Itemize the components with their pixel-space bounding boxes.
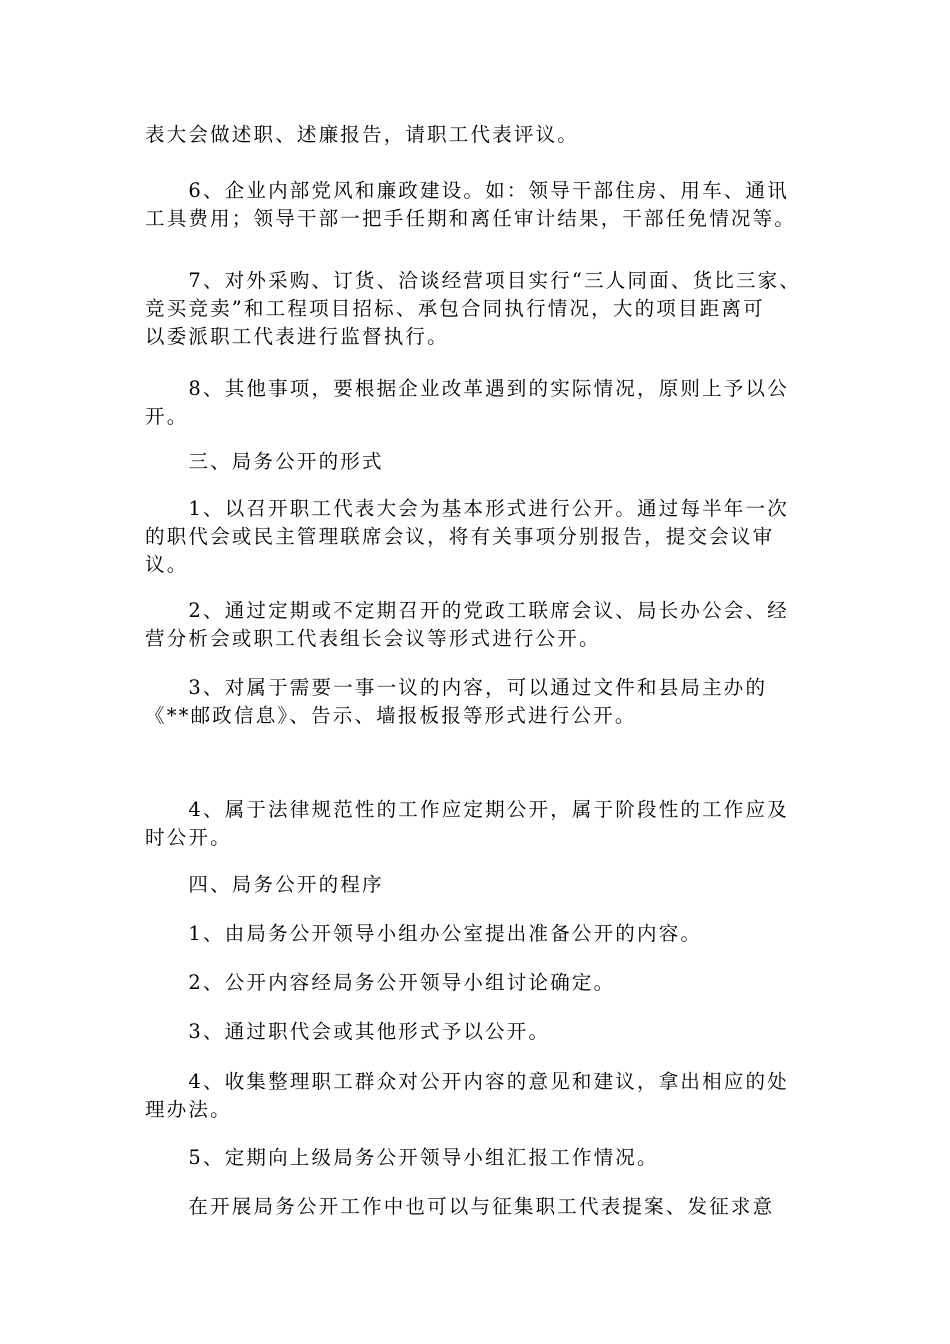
paragraph-item-8-other-matters bbox=[145, 375, 815, 431]
paragraph-item-7-procurement bbox=[145, 267, 815, 351]
text-line: 5、定期向上级局务公开领导小组汇报工作情况。 bbox=[145, 1146, 659, 1169]
paragraph-procedure-2 bbox=[145, 969, 815, 997]
paragraph-form-4-timing bbox=[145, 796, 815, 852]
text-line: 6、企业内部党风和廉政建设。如：领导干部住房、用车、通讯 bbox=[145, 179, 789, 202]
paragraph-form-1-congress bbox=[145, 495, 815, 579]
text-line: 以委派职工代表进行监督执行。 bbox=[145, 325, 449, 348]
text-line: 1、以召开职工代表大会为基本形式进行公开。通过每半年一次 bbox=[145, 497, 789, 520]
paragraph-form-2-meetings bbox=[145, 597, 815, 653]
paragraph-procedure-4 bbox=[145, 1068, 815, 1124]
text-line: 时公开。 bbox=[145, 826, 232, 849]
paragraph-item-6-party-conduct bbox=[145, 177, 815, 233]
paragraph-procedure-3 bbox=[145, 1018, 815, 1046]
paragraph-report-evaluation bbox=[145, 121, 815, 149]
section-heading-procedure bbox=[145, 871, 815, 899]
text-line: 理办法。 bbox=[145, 1098, 232, 1121]
section-heading-forms bbox=[145, 448, 815, 476]
text-line: 营分析会或职工代表组长会议等形式进行公开。 bbox=[145, 627, 601, 650]
paragraph-closing bbox=[145, 1193, 815, 1221]
text-line: 表大会做述职、述廉报告，请职工代表评议。 bbox=[145, 123, 580, 146]
text-line: 工具费用；领导干部一把手任期和离任审计结果，干部任免情况等。 bbox=[145, 207, 797, 230]
text-line: 7、对外采购、订货、洽谈经营项目实行“三人同面、货比三家、 bbox=[145, 269, 802, 292]
text-line: 《**邮政信息》、告示、墙报板报等形式进行公开。 bbox=[145, 704, 637, 727]
text-line: 的职代会或民主管理联席会议，将有关事项分别报告，提交会议审 bbox=[145, 525, 775, 548]
text-line: 3、通过职代会或其他形式予以公开。 bbox=[145, 1020, 551, 1043]
text-line: 4、属于法律规范性的工作应定期公开，属于阶段性的工作应及 bbox=[145, 798, 789, 821]
text-line: 在开展局务公开工作中也可以与征集职工代表提案、发征求意 bbox=[145, 1195, 775, 1218]
text-line: 3、对属于需要一事一议的内容，可以通过文件和县局主办的 bbox=[145, 676, 768, 699]
text-line: 1、由局务公开领导小组办公室提出准备公开的内容。 bbox=[145, 922, 703, 945]
text-line: 4、收集整理职工群众对公开内容的意见和建议，拿出相应的处 bbox=[145, 1070, 789, 1093]
text-line: 2、通过定期或不定期召开的党政工联席会议、局长办公会、经 bbox=[145, 599, 789, 622]
text-line: 2、公开内容经局务公开领导小组讨论确定。 bbox=[145, 971, 616, 994]
paragraph-procedure-1 bbox=[145, 920, 815, 948]
text-line: 议。 bbox=[145, 553, 189, 576]
paragraph-procedure-5 bbox=[145, 1144, 815, 1172]
heading-line: 四、局务公开的程序 bbox=[145, 873, 384, 896]
text-line: 开。 bbox=[145, 405, 189, 428]
text-line: 8、其他事项，要根据企业改革遇到的实际情况，原则上予以公 bbox=[145, 377, 789, 400]
text-line: 竞买竞卖”和工程项目招标、承包合同执行情况，大的项目距离可 bbox=[145, 297, 765, 320]
heading-line: 三、局务公开的形式 bbox=[145, 450, 384, 473]
paragraph-form-3-documents bbox=[145, 674, 815, 730]
